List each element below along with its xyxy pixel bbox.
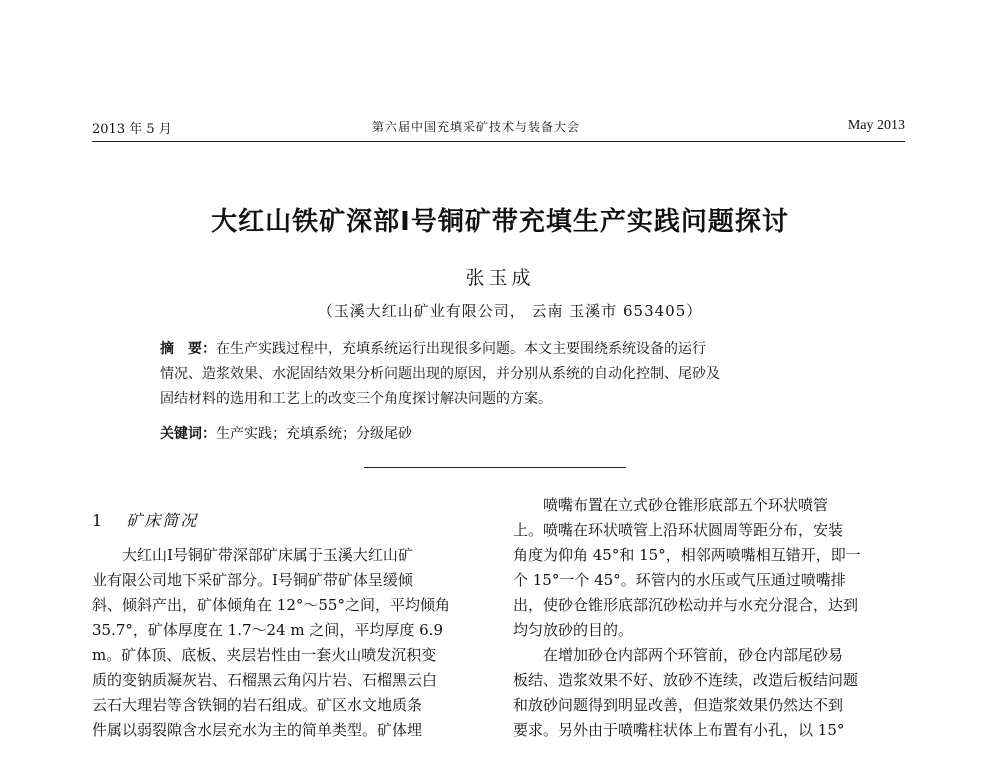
abstract-label: 摘 要： xyxy=(160,341,216,357)
keywords xyxy=(160,423,850,443)
section-number: 1 xyxy=(92,511,105,530)
body-line: 在增加砂仓内部两个环管前，砂仓内部尾砂易 xyxy=(513,646,844,664)
keywords-label: 关键词： xyxy=(160,426,216,442)
body-line: 喷嘴布置在立式砂仓锥形底部五个环状喷管 xyxy=(513,496,829,514)
paper-title: 大红山铁矿深部Ⅰ号铜矿带充填生产实践问题探讨 xyxy=(211,207,789,237)
body-line: 斜、倾斜产出，矿体倾角在 12°～55°之间，平均倾角 xyxy=(92,596,450,614)
section-divider xyxy=(364,467,626,468)
body-line: 35.7°，矿体厚度在 1.7～24 m 之间，平均厚度 6.9 xyxy=(92,621,443,639)
right-column xyxy=(513,493,905,743)
body-line: 个 15°一个 45°。环管内的水压或气压通过喷嘴排 xyxy=(513,571,846,589)
section-heading xyxy=(92,508,490,543)
body-line: m。矿体顶、底板、夹层岩性由一套火山喷发沉积变 xyxy=(92,646,437,664)
abstract-line: 固结材料的选用和工艺上的改变三个角度探讨解决问题的方案。 xyxy=(160,391,552,407)
body-line: 出，使砂仓锥形底部沉砂松动并与水充分混合，达到 xyxy=(513,596,859,614)
body-line: 业有限公司地下采矿部分。Ⅰ号铜矿带矿体呈缓倾 xyxy=(92,571,413,589)
body-line: 要求。另外由于喷嘴柱状体上布置有小孔，以 15° xyxy=(513,721,845,739)
header-date-en: May 2013 xyxy=(847,118,905,133)
body-line: 云石大理岩等含铁铜的岩石组成。矿区水文地质条 xyxy=(92,696,423,714)
body-line: 大红山Ⅰ号铜矿带深部矿床属于玉溪大红山矿 xyxy=(92,546,413,564)
body-line: 件属以弱裂隙含水层充水为主的简单类型。矿体埋 xyxy=(92,721,423,739)
running-header xyxy=(92,118,905,138)
body-line: 板结、造浆效果不好、放砂不连续，改造后板结问题 xyxy=(513,671,859,689)
body-line: 角度为仰角 45°和 15°，相邻两喷嘴相互错开，即一 xyxy=(513,546,861,564)
body-line: 上。喷嘴在环状喷管上沿环状圆周等距分布，安装 xyxy=(513,521,844,539)
section-title: 矿床简况 xyxy=(126,511,199,530)
header-divider xyxy=(92,141,905,142)
header-conference: 第六届中国充填采矿技术与装备大会 xyxy=(372,120,581,134)
author-name: 张玉成 xyxy=(465,267,535,289)
keywords-text: 生产实践；充填系统；分级尾砂 xyxy=(216,426,412,442)
abstract-line: 情况、造浆效果、水泥固结效果分析问题出现的原因，并分别从系统的自动化控制、尾砂及 xyxy=(160,366,720,382)
body-line: 均匀放砂的目的。 xyxy=(513,621,634,639)
header-date-cn: 2013 年 5 月 xyxy=(92,122,172,137)
author-affiliation: （玉溪大红山矿业有限公司， 云南 玉溪市 653405） xyxy=(317,302,703,320)
body-line: 和放砂问题得到明显改善，但造浆效果仍然达不到 xyxy=(513,696,844,714)
abstract-line xyxy=(160,337,850,362)
left-column xyxy=(92,508,490,743)
abstract xyxy=(160,337,850,412)
abstract-text: 在生产实践过程中，充填系统运行出现很多问题。本文主要围绕系统设备的运行 xyxy=(216,341,706,357)
body-line: 质的变钠质凝灰岩、石榴黑云角闪片岩、石榴黑云白 xyxy=(92,671,438,689)
